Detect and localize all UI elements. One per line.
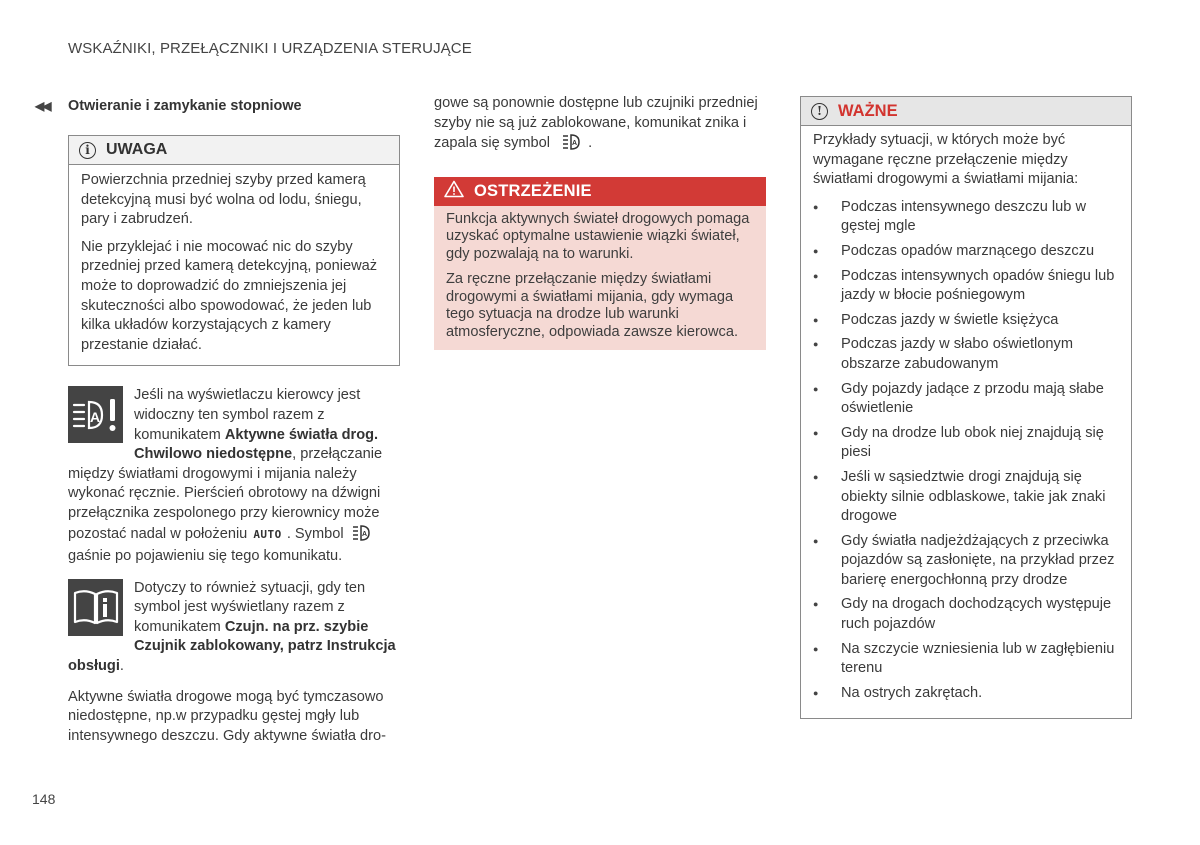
important-intro: Przykłady sytuacji, w których może być wymagane ręczne przełączenie między światłami drogowymi a światłami mijania: xyxy=(813,132,1079,188)
column-right xyxy=(800,96,1132,719)
warning-triangle-icon xyxy=(444,180,464,203)
note-paragraph-1: Powierzchnia przedniej szyby przed kamerą detekcyjną musi być wolna od lodu, śniegu, pary i zabrudzeń. xyxy=(81,172,366,228)
warning-paragraph-1: Funkcja aktywnych świateł drogowych pomaga uzyskać optymalne ustawienie wiązki świateł, gdy pozwalają na to warunki. xyxy=(446,210,750,262)
list-item: ● Gdy na drogach dochodzących występuje ruch pojazdów xyxy=(813,595,1119,634)
warning-box-title: OSTRZEŻENIE xyxy=(474,181,592,200)
important-box-wazne xyxy=(800,96,1132,719)
important-box-title: WAŻNE xyxy=(838,101,898,120)
note-paragraph-2: Nie przyklejać i nie mocować nic do szyby przedniej przed kamerą detekcyjną, ponieważ może to doprowadzić do zmniejszenia jej skuteczności albo spowodować, że jeden lub kilka układów korzystających z kamery przestanie działać. xyxy=(81,238,378,353)
list-item: ● Podczas jazdy w świetle księżyca xyxy=(813,311,1119,331)
list-item: ● Podczas jazdy w słabo oświetlonym obszarze zabudowanym xyxy=(813,335,1119,374)
col2-paragraph xyxy=(434,94,766,157)
auto-high-beam-icon xyxy=(352,524,372,548)
list-item: ● Gdy na drodze lub obok niej znajdują się piesi xyxy=(813,424,1119,463)
para2-text-1: Dotyczy to również sytuacji, gdy ten symbol jest wyświetlany razem z komunikatem xyxy=(134,579,366,635)
section-title-text: Otwieranie i zamykanie stopniowe xyxy=(68,98,302,114)
info-icon: i xyxy=(79,142,96,159)
list-item: ● Na szczycie wzniesienia lub w zagłębieniu terenu xyxy=(813,640,1119,679)
list-item: ● Podczas intensywnego deszczu lub w gęstej mgle xyxy=(813,198,1119,237)
note-box-uwaga xyxy=(68,135,400,366)
manual-book-icon xyxy=(68,579,123,636)
list-item: ● Jeśli w sąsiedztwie drogi znajdują się obiekty silnie odblaskowe, takie jak znaki drogowe xyxy=(813,468,1119,527)
para1-bold-message: Aktywne światła drog. Chwilowo niedostępne xyxy=(134,426,379,463)
column-middle xyxy=(434,96,766,350)
para1-text-4: gaśnie po pojawieniu się tego komunikatu. xyxy=(68,548,343,565)
col2-text-2: . xyxy=(588,135,593,152)
warning-box-ostrzezenie xyxy=(434,177,766,351)
para2-bold-ref: Instrukcja obsługi xyxy=(68,638,396,675)
exclamation-circle-icon: ! xyxy=(811,103,828,120)
auto-position-label: AUTO xyxy=(253,527,282,541)
paragraph-headlight-symbol xyxy=(68,386,400,566)
back-arrows-icon: ◀◀ xyxy=(35,99,50,113)
note-box-title: UWAGA xyxy=(106,141,168,158)
page-header: WSKAŹNIKI, PRZEŁĄCZNIKI I URZĄDZENIA STERUJĄCE xyxy=(68,40,472,57)
note-box-header xyxy=(69,136,399,165)
svg-text:A: A xyxy=(361,530,367,538)
para1-text-3: . Symbol xyxy=(286,525,344,542)
list-item: ● Gdy światła nadjeżdżających z przeciwka pojazdów są zasłonięte, na przykład przez barierę energochłonną przy drodze xyxy=(813,532,1119,591)
column-left xyxy=(35,96,400,746)
para3-text: Aktywne światła drogowe mogą być tymczasowo niedostępne, np.w przypadku gęstej mgły lub intensywnego deszczu. Gdy aktywne światła dro- xyxy=(68,688,386,744)
col2-text-1: gowe są ponownie dostępne lub czujniki przedniej szyby nie są już zablokowane, komunikat znika i zapala się symbol xyxy=(434,95,758,152)
warning-box-body xyxy=(434,206,766,351)
para1-text-1: Jeśli na wyświetlaczu kierowcy jest widoczny ten symbol razem z komunikatem xyxy=(134,387,361,443)
list-item: ● Na ostrych zakrętach. xyxy=(813,684,1119,704)
list-item: ● Podczas intensywnych opadów śniegu lub jazdy w błocie pośniegowym xyxy=(813,267,1119,306)
para2-text-2: . xyxy=(119,658,124,675)
page-number: 148 xyxy=(32,791,56,807)
situations-list xyxy=(813,198,1119,704)
section-title xyxy=(35,96,400,116)
note-box-body xyxy=(69,165,399,365)
important-box-header xyxy=(801,97,1131,126)
warning-paragraph-2: Za ręczne przełączanie między światłami drogowymi a światłami mijania, gdy wymaga tego sytuacja na drodze lub warunki atmosferyczne, odpowiada zawsze kierowca. xyxy=(446,271,739,340)
important-box-body xyxy=(801,126,1131,718)
list-item: ● Podczas opadów marznącego deszczu xyxy=(813,242,1119,262)
auto-high-beam-icon xyxy=(562,133,582,157)
para2-bold-message: Czujn. na prz. szybie Czujnik zablokowany, patrz xyxy=(134,618,369,655)
para1-text-2: , przełączanie między światłami drogowymi i mijania należy wykonać ręcznie. Pierścień obrotowy na dźwigni przełącznika zespolonego przy kierownicy może pozostać nadal w położeniu xyxy=(68,446,383,542)
svg-text:A: A xyxy=(572,140,578,148)
headlight-warning-icon xyxy=(68,386,123,443)
paragraph-manual-symbol xyxy=(68,579,400,677)
svg-text:A: A xyxy=(89,408,100,425)
list-item: ● Gdy pojazdy jadące z przodu mają słabe oświetlenie xyxy=(813,380,1119,419)
warning-box-header xyxy=(434,177,766,206)
